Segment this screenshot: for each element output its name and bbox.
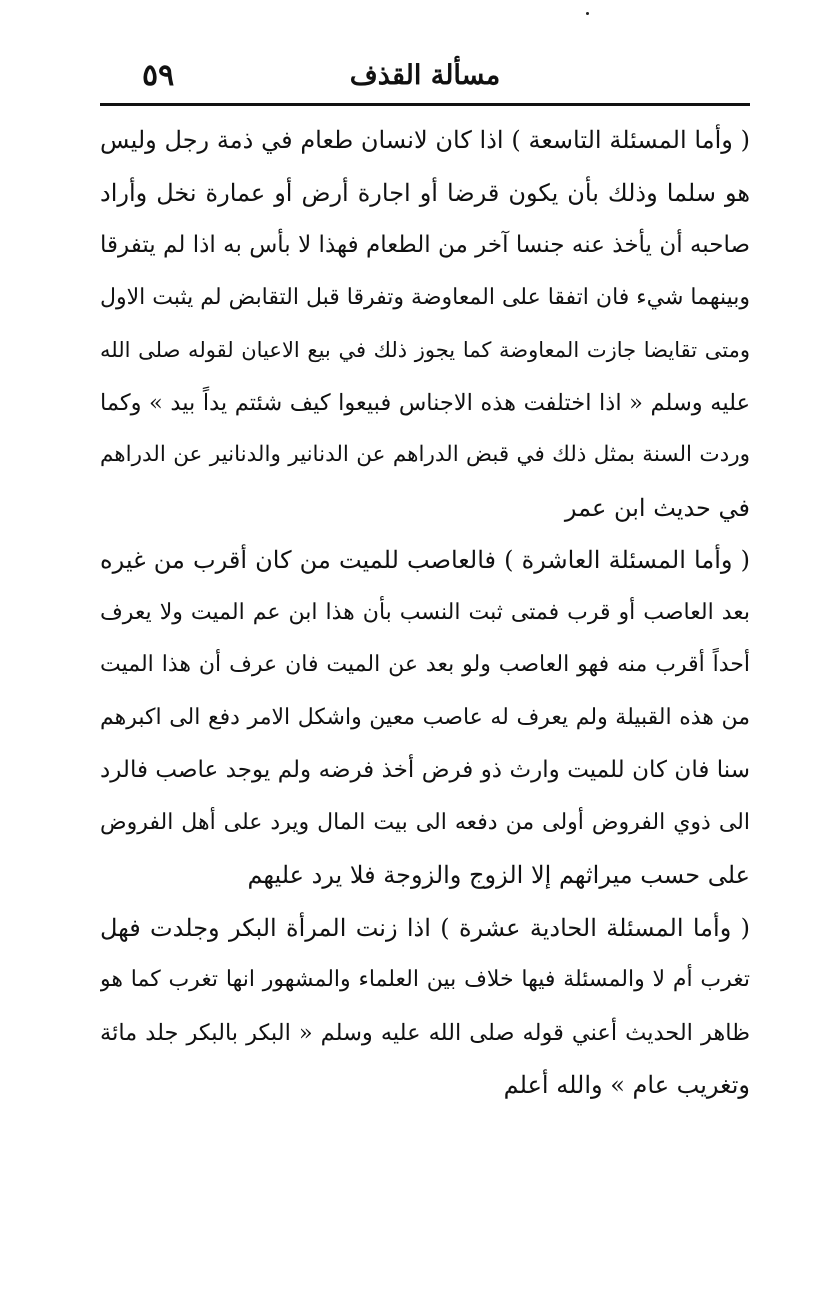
text-line: ( وأما المسئلة التاسعة ) اذا كان لانسان طعام في ذمة رجل وليس [100,126,750,154]
text-line: وبينهما شيء فان اتفقا على المعاوضة وتفرقا قبل التقابض لم يثبت الاول [100,284,750,310]
text-line: وردت السنة بمثل ذلك في قبض الدراهم عن الدنانير والدنانير عن الدراهم [100,442,750,467]
text-line: وتغريب عام » والله أعلم [503,1071,750,1099]
text-line: أحداً أقرب منه فهو العاصب ولو بعد عن الميت فان عرف أن هذا الميت [100,652,750,677]
text-line: تغرب أم لا والمسئلة فيها خلاف بين العلماء والمشهور انها تغرب كما هو [100,967,750,992]
text-line: في حديث ابن عمر [564,493,750,522]
page-header [100,58,750,104]
text-line: صاحبه أن يأخذ عنه جنسا آخر من الطعام فهذا لا بأس به اذا لم يتفرقا [100,232,750,258]
text-line: الى ذوي الفروض أولى من دفعه الى بيت المال ويرد على أهل الفروض [100,809,750,835]
text-line: سنا فان كان للميت وارث ذو فرض أخذ فرضه ولم يوجد عاصب فالرد [100,757,750,783]
header-rule [100,103,750,106]
running-title: مسألة القذف [349,60,501,91]
text-line: ومتى تقايضا جازت المعاوضة كما يجوز ذلك في بيع الاعيان لقوله صلى الله [100,338,750,362]
page-number: ٥٩ [142,58,175,93]
text-line: ( وأما المسئلة العاشرة ) فالعاصب للميت من كان أقرب من غيره [100,546,750,574]
text-line: عليه وسلم « اذا اختلفت هذه الاجناس فبيعوا كيف شئتم يداً بيد » وكما [100,389,750,416]
body-text [100,114,750,1112]
text-line: على حسب ميراثهم إلا الزوج والزوجة فلا يرد عليهم [247,861,750,889]
text-line: من هذه القبيلة ولم يعرف له عاصب معين واشكل الامر دفع الى اكبرهم [100,704,750,730]
text-line: هو سلما وذلك بأن يكون قرضا أو اجارة أرض أو عمارة نخل وأراد [100,178,750,207]
text-line: ظاهر الحديث أعني قوله صلى الله عليه وسلم « البكر بالبكر جلد مائة [100,1019,750,1046]
text-line: بعد العاصب أو قرب فمتى ثبت النسب بأن هذا ابن عم الميت ولا يعرف [100,599,750,625]
text-line: ( وأما المسئلة الحادية عشرة ) اذا زنت المرأة البكر وجلدت فهل [100,913,750,942]
ink-speck [586,12,589,15]
